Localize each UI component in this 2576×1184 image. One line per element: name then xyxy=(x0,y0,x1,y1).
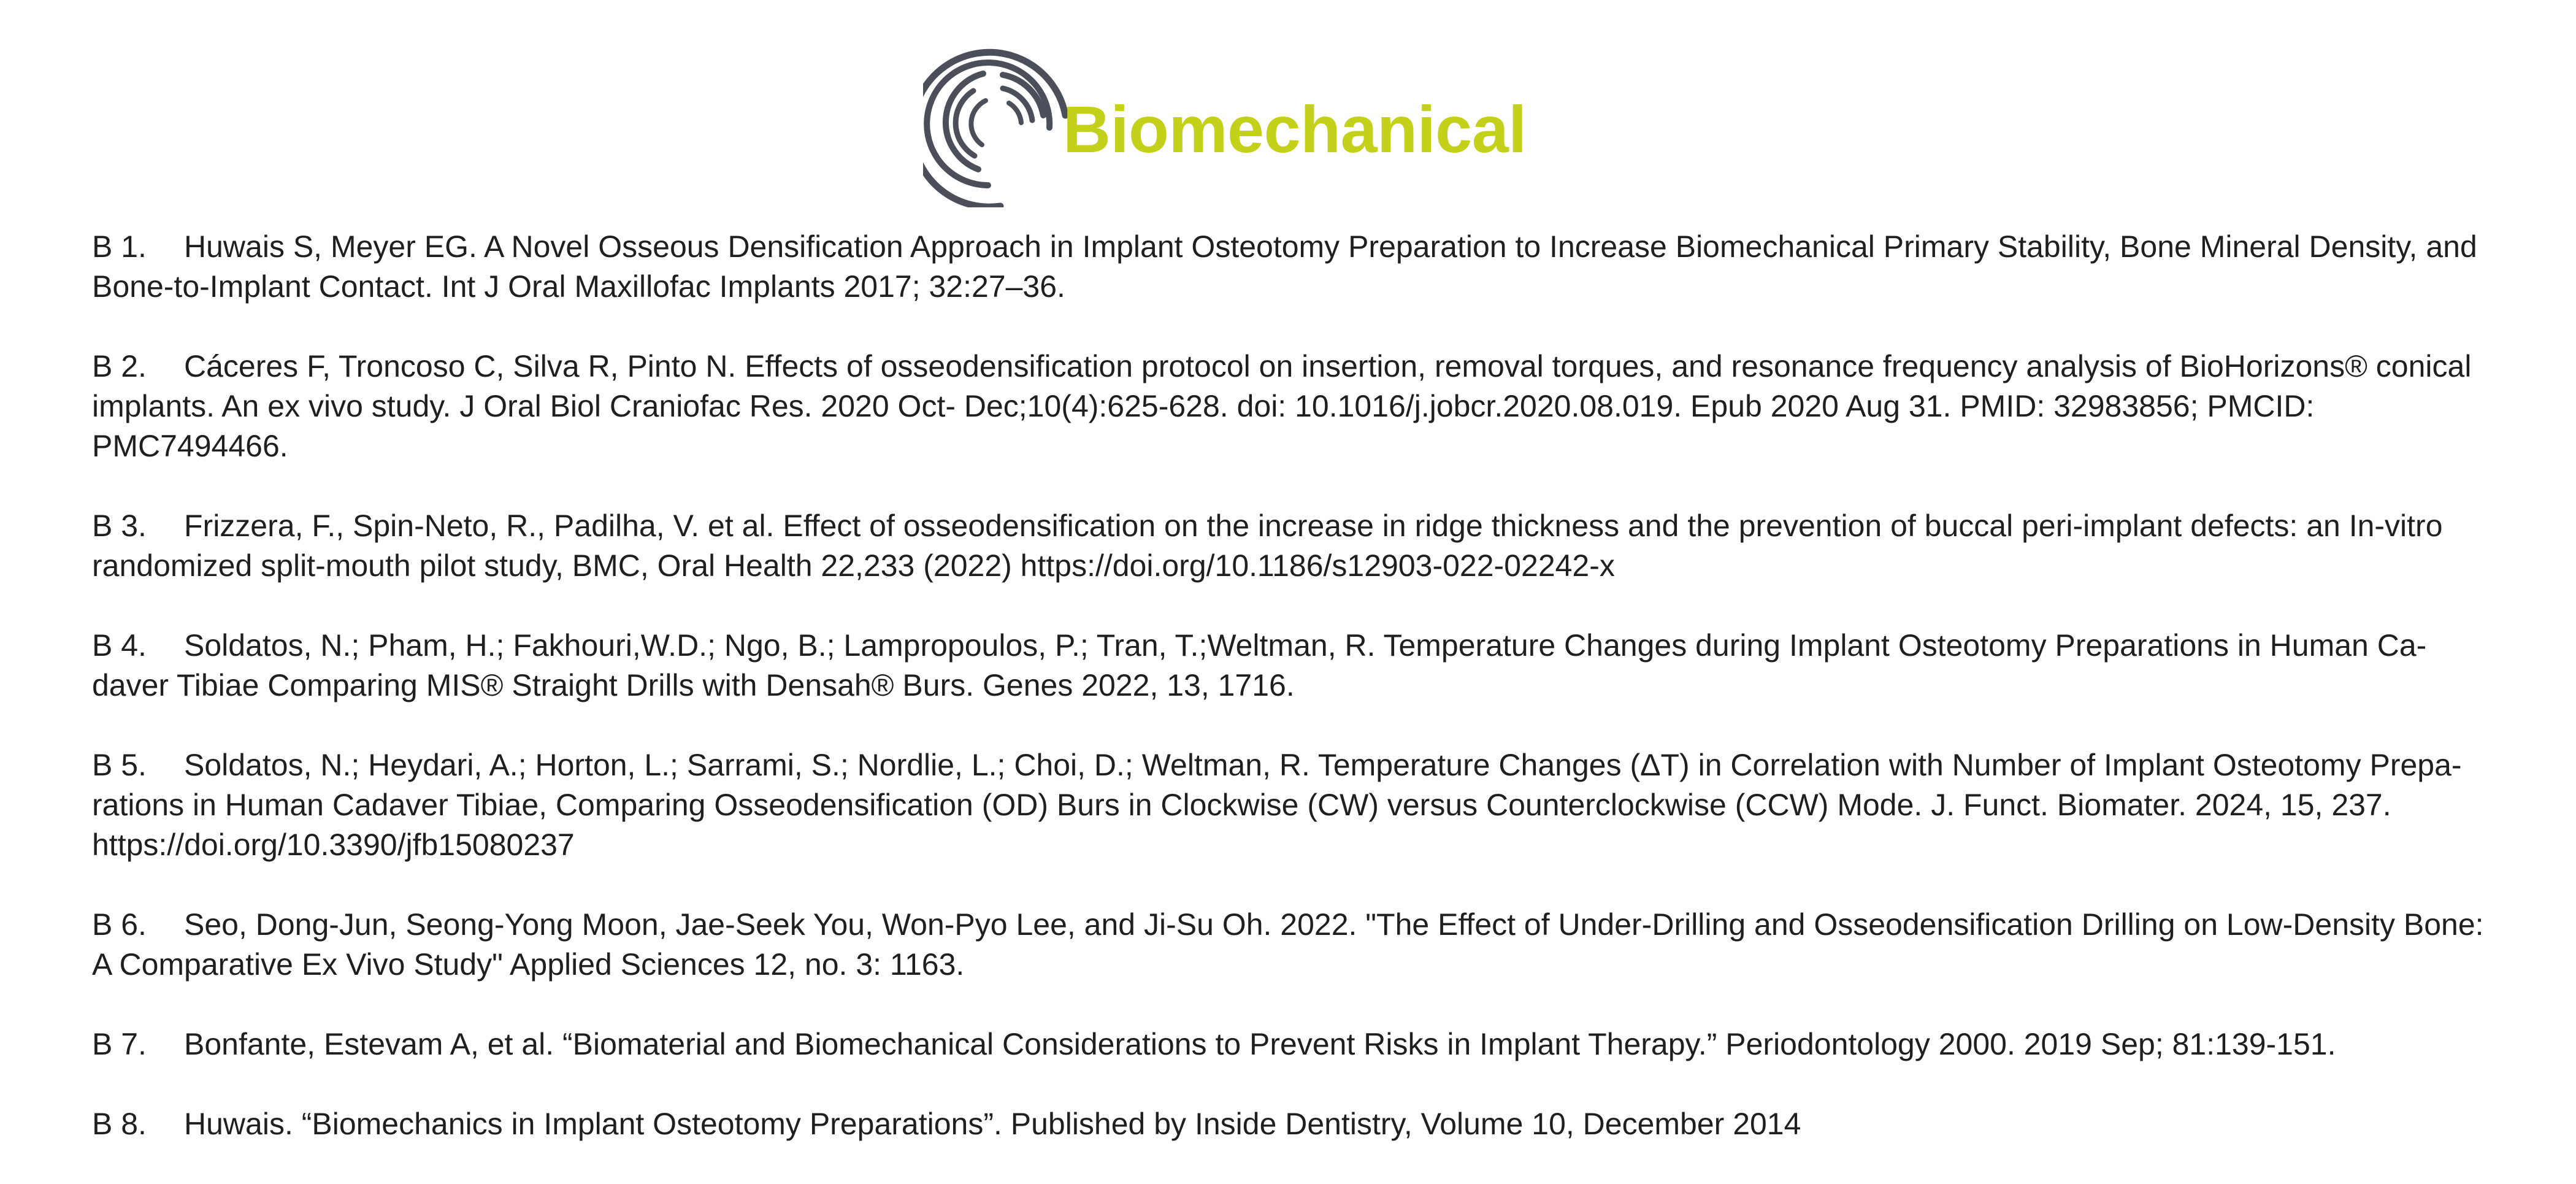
reference-text: Frizzera, F., Spin-Neto, R., Padilha, V. et al. Effect of osseodensification on the increase in ridge thickness and the prevention of buccal peri-implant defects: an In-vitro randomized split-mouth pilot study, BMC, Oral Health 22,233 (2022) https://doi.org/10.1186/s12903-022-02242-x xyxy=(92,509,2443,583)
reference-number: B 8. xyxy=(92,1107,147,1141)
reference-number: B 6. xyxy=(92,907,147,942)
reference-text: Soldatos, N.; Pham, H.; Fakhouri,W.D.; Ngo, B.; Lampropoulos, P.; Tran, T.;Weltman, R. Temperature Changes during Implant Osteotomy Preparations in Human Ca-daver Tibiae Comparing MIS® Straight Drills with Densah® Burs. Genes 2022, 13, 1716. xyxy=(92,628,2427,702)
reference-item xyxy=(92,1104,2502,1144)
reference-item xyxy=(92,347,2502,466)
reference-text: Huwais S, Meyer EG. A Novel Osseous Densification Approach in Implant Osteotomy Preparation to Increase Biomechanical Primary Stability, Bone Mineral Density, and Bone-to-Implant Contact. Int J Oral Maxillofac Implants 2017; 32:27–36. xyxy=(92,229,2477,304)
reference-item xyxy=(92,905,2502,985)
page-header xyxy=(923,42,1527,207)
reference-text: Soldatos, N.; Heydari, A.; Horton, L.; Sarrami, S.; Nordlie, L.; Choi, D.; Weltman, R. Temperature Changes (ΔT) in Correlation with Number of Implant Osteotomy Prepa-rations in Human Cadaver Tibiae, Comparing Osseodensification (OD) Burs in Clockwise (CW) versus Counterclockwise (CCW) Mode. J. Funct. Biomater. 2024, 15, 237. https://doi.org/10.3390/jfb15080237 xyxy=(92,748,2462,862)
reference-text: Bonfante, Estevam A, et al. “Biomaterial and Biomechanical Considerations to Prevent Risks in Implant Therapy.” Periodontology 2000. 2019 Sep; 81:139-151. xyxy=(184,1027,2336,1061)
reference-text: Seo, Dong-Jun, Seong-Yong Moon, Jae-Seek You, Won-Pyo Lee, and Ji-Su Oh. 2022. "The Effect of Under-Drilling and Osseodensification Drilling on Low-Density Bone: A Comparative Ex Vivo Study" Applied Sciences 12, no. 3: 1163. xyxy=(92,907,2484,982)
reference-number: B 5. xyxy=(92,748,147,782)
reference-item xyxy=(92,227,2502,307)
reference-item xyxy=(92,506,2502,586)
reference-number: B 4. xyxy=(92,628,147,663)
reference-number: B 1. xyxy=(92,229,147,264)
reference-item xyxy=(92,626,2502,705)
reference-item xyxy=(92,1024,2502,1064)
reference-number: B 2. xyxy=(92,349,147,383)
reference-item xyxy=(92,745,2502,865)
reference-text: Huwais. “Biomechanics in Implant Osteotomy Preparations”. Published by Inside Dentistry, Volume 10, December 2014 xyxy=(184,1107,1801,1141)
page-title: Biomechanical xyxy=(1063,92,1527,166)
reference-list xyxy=(92,227,2502,1184)
concentric-arcs-icon xyxy=(923,42,1070,207)
reference-number: B 3. xyxy=(92,509,147,543)
reference-text: Cáceres F, Troncoso C, Silva R, Pinto N. Effects of osseodensification protocol on insertion, removal torques, and resonance frequency analysis of BioHorizons® conical implants. An ex vivo study. J Oral Biol Craniofac Res. 2020 Oct- Dec;10(4):625-628. doi: 10.1016/j.jobcr.2020.08.019. Epub 2020 Aug 31. PMID: 32983856; PMCID: PMC7494466. xyxy=(92,349,2472,463)
reference-number: B 7. xyxy=(92,1027,147,1061)
